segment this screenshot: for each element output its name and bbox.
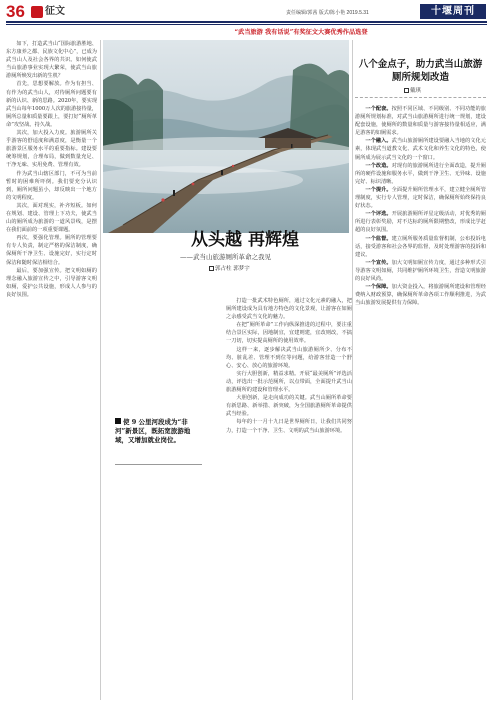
main-article-title: 从头越 再辉煌 <box>191 230 299 250</box>
side-paragraph <box>355 137 486 161</box>
side-paragraph <box>355 210 486 234</box>
caption-text: 使 9 公里河段成为“非河”新景区，既拓宽旅游地域，又增加就业岗位。 <box>115 418 191 444</box>
side-paragraph <box>355 186 486 210</box>
point-lead: 一个保障。 <box>365 284 392 291</box>
side-paragraph <box>355 283 486 307</box>
masthead: 十堰周刊 <box>420 4 486 19</box>
paragraph: 其次，加大投入力度。旅游厕所关乎游客的舒适度和满意度，是衡量一个旅游景区服务水平的重要指标。建设要统筹规划，合理布局，做到数量充足、干净无味、实用免费、管理有效。 <box>6 130 97 169</box>
point-text: 开展旅游厕所评星定级活动，对优秀的厕所进行表彰奖励，对不达标的厕所限期整改，形成比学赶超的良好氛围。 <box>355 211 486 234</box>
side-paragraph <box>355 259 486 283</box>
paragraph: 再次，要强化管理。厕所的管理要有专人负责，制定严格的保洁制度，确保厕所干净卫生、设施完好，实行定时保洁和随时保洁相结合。 <box>6 235 97 266</box>
article-photo <box>103 40 349 233</box>
header-rule-thin <box>6 24 487 25</box>
paragraph: 实行大胆创新，精益求精。开展“最美厕所”评选活动，评选出一批示范厕所，以点带面，全面提升武当山旅游厕所的建设和管理水平。 <box>226 370 352 394</box>
point-lead: 一个提升。 <box>365 186 392 193</box>
paragraph: 作为武当山辖区部门，不可为当前暂时的困难所吓倒。我们要充分认识到，厕所问题虽小，却反映出一个地方的文明程度。 <box>6 170 97 201</box>
byline-authors: 郭占柱 郭梦宇 <box>215 266 250 272</box>
photo-caption <box>115 418 202 464</box>
point-lead: 一个配套。 <box>365 106 392 112</box>
paragraph: 首先，思想要解放。作为有担当、有作为的武当山人，对待厕所问题要有新的认识、新的思路。2020年，要实现武当山每年1000万人次的旅游接待量，厕所总量和质量要跟上，要打好“厕所革命”攻坚战、持久战。 <box>6 81 97 128</box>
point-lead: 一个改造。 <box>365 162 392 169</box>
side-paragraph <box>355 162 486 186</box>
editor-line: 责任编辑/郭茜 版式/陈小艳 2019.5.31 <box>286 10 369 16</box>
paragraph: 在把“厕所革命”工作向纵深推进的过程中，要注重结合景区实际，因地制宜，宜建则建，宜改则改，不搞一刀切，切实提高厕所的使用效率。 <box>226 322 352 345</box>
point-lead: 一个监督。 <box>365 235 392 242</box>
paragraph: 打造一批武术特色厕所，通过文化元素的融入，把厕所建设成为具有地方特色的文化景观，让游客在如厕之余感受武当文化的魅力。 <box>226 298 352 321</box>
point-lead: 一个宣传。 <box>365 259 392 266</box>
side-paragraph <box>355 105 486 137</box>
section-badge-icon <box>31 6 43 18</box>
point-text: 加大资金投入，将旅游厕所建设和管理经费纳入财政预算，确保厕所革命各项工作顺利推进，为武当山旅游发展提供有力保障。 <box>355 284 486 307</box>
point-text: 全面提升厕所管理水平，建立健全厕所管理制度，实行专人管理，定时保洁，确保厕所始终保持良好状态。 <box>355 186 486 210</box>
column-divider <box>100 40 101 700</box>
paragraph: 大胆创新，是走向成功的关键。武当山厕所革命要有新思路、新举措、新突破，为全国旅游厕所革命提供武当经验。 <box>226 395 352 418</box>
paragraph: 每年的十一月十九日是世界厕所日，让我们共同努力，打造一个干净、卫生、文明的武当山旅游环境。 <box>226 419 352 434</box>
main-article-column-2 <box>226 297 352 700</box>
main-article-column-1 <box>6 40 97 700</box>
paragraph: 最后，要加强宣传。把文明如厕的理念融入旅游宣传之中，引导游客文明如厕，爱护公共设施，形成人人参与的良好氛围。 <box>6 267 97 298</box>
contest-banner: “武当旅游 我有话说”有奖征文大赛优秀作品选登 <box>234 29 368 36</box>
point-text: 对现有的旅游厕所进行全面改造，提升厕所的硬件设施和服务水平，做到干净卫生、无异味、设施完好、标识清晰。 <box>355 162 486 185</box>
section-name: 征文 <box>45 6 65 17</box>
point-lead: 一个评选。 <box>365 211 392 218</box>
side-article-body <box>355 105 486 700</box>
side-article-rule <box>355 97 486 98</box>
main-article-byline <box>209 265 309 273</box>
river-walkway-photo <box>103 40 349 233</box>
point-text: 武当山旅游厕所建设要融入当地的文化元素，体现武当道教文化、武术文化和养生文化的特色，使厕所成为展示武当文化的一个窗口。 <box>355 138 486 161</box>
byline-box-icon <box>404 88 409 93</box>
side-paragraph <box>355 235 486 259</box>
side-article-title: 八个金点子，助力武当山旅游厕所规划改造 <box>358 59 483 83</box>
caption-rule <box>115 464 202 465</box>
page-header <box>0 0 493 24</box>
paragraph: 如下，打造武当山“国际旅游胜地、东方康养之都、民族文化中心”，已成为武当山人及社会各界的共识。如何使武当山旅游事业实现大繁荣，使武当山旅游厕所焕发出新的生机？ <box>6 41 97 80</box>
byline-box-icon <box>209 266 214 271</box>
point-text: 加大文明如厕宣传力度，通过多种形式引导游客文明如厕，共同维护厕所环境卫生，营造文明旅游的良好风尚。 <box>355 259 486 282</box>
column-divider <box>352 40 353 700</box>
point-text: 按照不同区域、不同级别、不同功能的旅游厕所规划标准，对武当山旅游厕所进行统一规划，建设配套设施，使厕所的数量和质量与游客接待量相适应，满足游客的如厕需求。 <box>355 106 486 137</box>
page-number: 36 <box>6 2 25 21</box>
main-article-subtitle: ——武当山旅游厕所革命之我见 <box>180 253 271 261</box>
header-rule <box>6 21 487 23</box>
side-article-byline <box>404 87 421 95</box>
side-byline-author: 戴琪 <box>410 88 422 94</box>
point-lead: 一个融入。 <box>365 138 392 145</box>
paragraph: 这样一来，逐步解决武当山旅游厕所少、分布不均、脏乱差、管理不到位等问题，给游客营造一个舒心、安心、放心的旅游环境。 <box>226 346 352 369</box>
paragraph: 其次，面对现实，补齐短板。如何在规划、建设、管理上下功夫，使武当山的厕所成为旅游的一道风景线，是摆在我们面前的一项重要课题。 <box>6 202 97 234</box>
point-text: 建立厕所服务质量监督机制，公布投诉电话，接受游客和社会各界的监督，及时处理游客的投诉和建议。 <box>355 235 486 258</box>
caption-marker-icon <box>115 418 121 424</box>
